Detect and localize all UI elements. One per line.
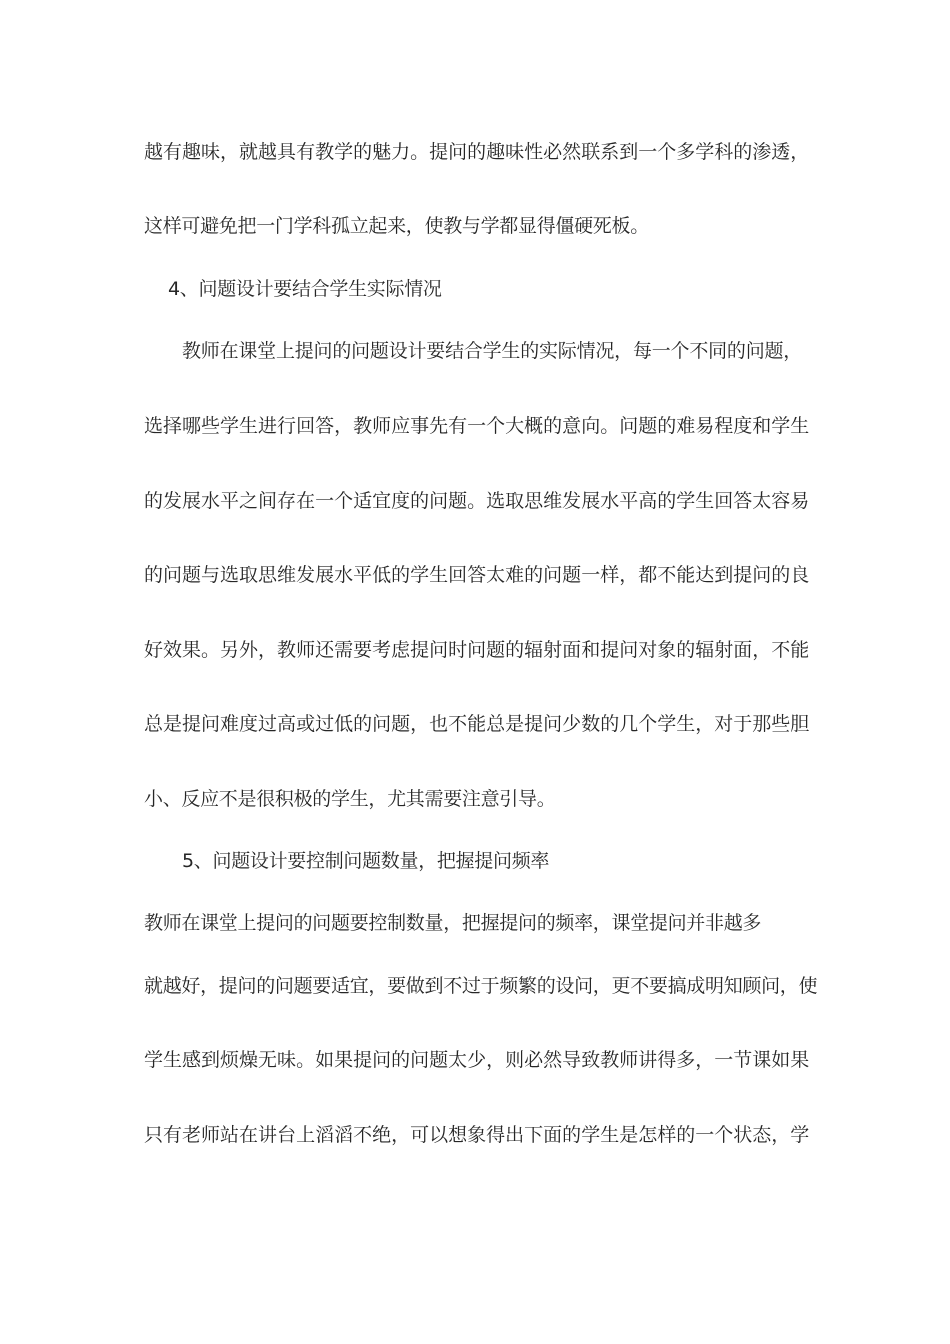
paragraph-line: 只有老师站在讲台上滔滔不绝，可以想象得出下面的学生是怎样的一个状态，学 [144,1124,809,1146]
paragraph-line: 选择哪些学生进行回答，教师应事先有一个大概的意向。问题的难易程度和学生 [144,415,809,437]
paragraph-line: 学生感到烦燥无味。如果提问的问题太少，则必然导致教师讲得多，一节课如果 [144,1049,809,1071]
paragraph-line: 的发展水平之间存在一个适宜度的问题。选取思维发展水平高的学生回答太容易 [144,490,809,512]
paragraph-line: 就越好，提问的问题要适宜，要做到不过于频繁的设问，更不要搞成明知顾问，使 [144,975,818,997]
section-heading: 4、问题设计要结合学生实际情况 [168,278,442,300]
paragraph-line: 小、反应不是很积极的学生，尤其需要注意引导。 [144,788,556,810]
paragraph-line: 教师在课堂上提问的问题设计要结合学生的实际情况，每一个不同的问题， [182,340,802,362]
paragraph-line: 越有趣味，就越具有教学的魅力。提问的趣味性必然联系到一个多学科的渗透， [144,141,809,163]
paragraph-line: 教师在课堂上提问的问题要控制数量，把握提问的频率，课堂提问并非越多 [144,912,762,934]
paragraph-line: 好效果。另外，教师还需要考虑提问时问题的辐射面和提问对象的辐射面，不能 [144,639,809,661]
paragraph-line: 这样可避免把一门学科孤立起来，使教与学都显得僵硬死板。 [144,215,649,237]
paragraph-line: 的问题与选取思维发展水平低的学生回答太难的问题一样，都不能达到提问的良 [144,564,809,586]
paragraph-line: 总是提问难度过高或过低的问题，也不能总是提问少数的几个学生，对于那些胆 [144,713,809,735]
section-heading: 5、问题设计要控制问题数量，把握提问频率 [182,850,550,872]
